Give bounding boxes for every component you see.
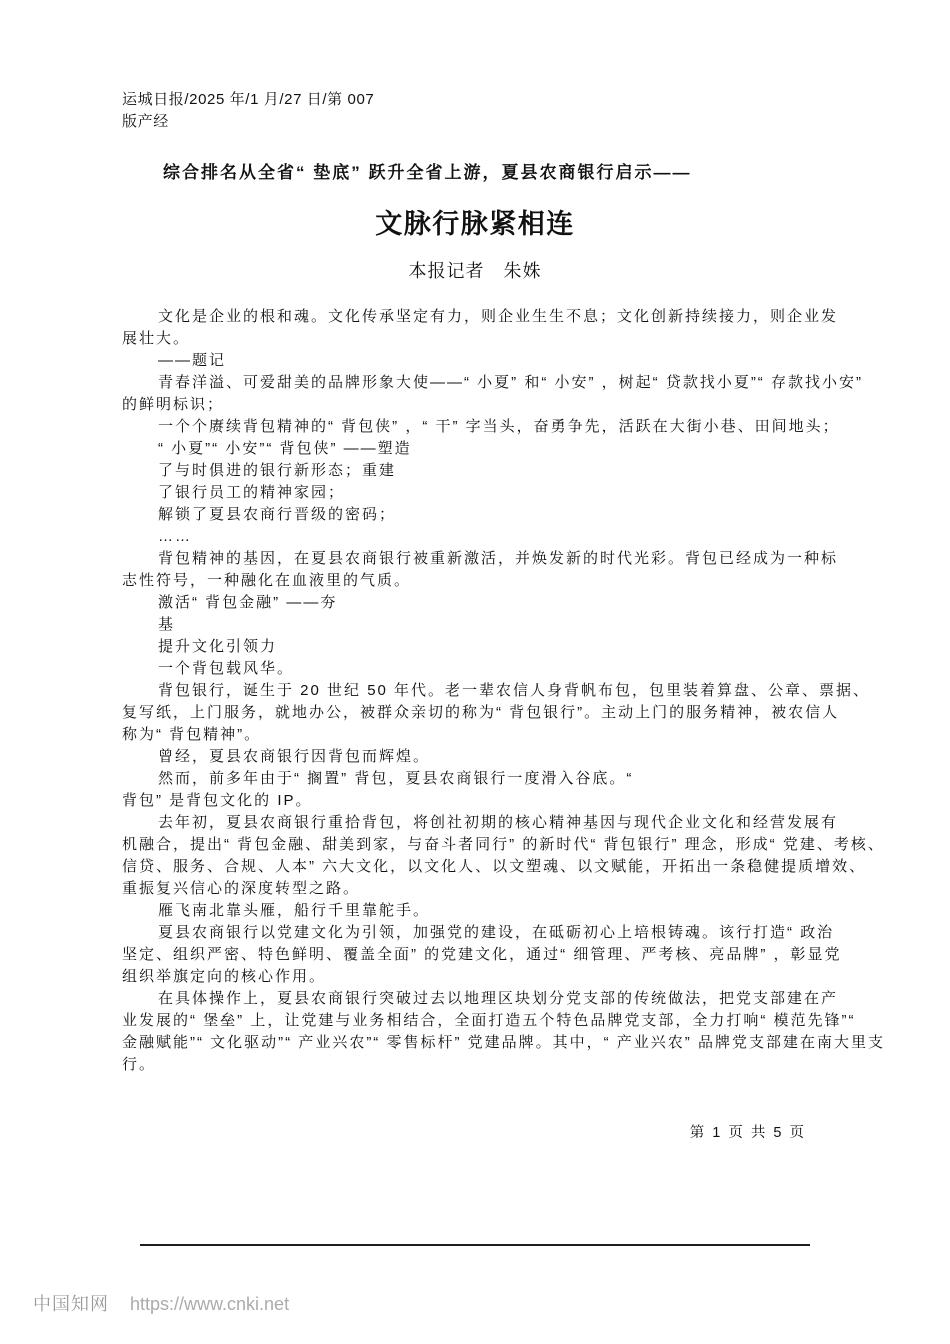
article-line: 的鲜明标识； — [122, 396, 225, 413]
cnki-watermark — [33, 1290, 289, 1316]
article-body — [122, 306, 892, 1076]
article-line: …… — [158, 528, 192, 545]
source-header-line1: 运城日报/2025 年/1 月/27 日/第 007 — [122, 91, 375, 108]
article-line: 称为“ 背包精神”。 — [122, 726, 262, 743]
article-line: 一个个赓续背包精神的“ 背包侠” ，“ 干” 字当头，奋勇争先，活跃在大街小巷、田间地头； — [158, 418, 840, 435]
article-line: 提升文化引领力 — [158, 638, 278, 655]
article-line: 去年初，夏县农商银行重拾背包，将创社初期的核心精神基因与现代企业文化和经营发展有 — [158, 814, 839, 831]
article-line: 重振复兴信心的深度转型之路。 — [122, 880, 361, 897]
article-line: 雁飞南北靠头雁，船行千里靠舵手。 — [158, 902, 431, 919]
article-line: 了银行员工的精神家园； — [158, 484, 346, 501]
article-line: 机融合，提出“ 背包金融、甜美到家，与奋斗者同行” 的新时代“ 背包银行” 理念，形成“ 党建、考核、 — [122, 836, 885, 853]
article-line: ——题记 — [158, 352, 227, 369]
article-line: 曾经，夏县农商银行因背包而辉煌。 — [158, 748, 431, 765]
article-line: 业发展的“ 堡垒” 上，让党建与业务相结合，全面打造五个特色品牌党支部，全力打响“ 模范先锋”“ — [122, 1012, 856, 1029]
footer-divider — [140, 1244, 810, 1246]
article-line: 文化是企业的根和魂。文化传承坚定有力，则企业生生不息；文化创新持续接力，则企业发 — [158, 308, 839, 325]
page-indicator: 第 1 页 共 5 页 — [689, 1125, 806, 1141]
article-line: 行。 — [122, 1056, 157, 1073]
article-line: 然而，前多年由于“ 搁置” 背包，夏县农商银行一度滑入谷底。“ — [158, 770, 634, 787]
article-title: 文脉行脉紧相连 — [375, 209, 575, 239]
article-line: 了与时俱进的银行新形态；重建 — [158, 462, 397, 479]
article-line: 夏县农商银行以党建文化为引领，加强党的建设，在砥砺初心上培根铸魂。该行打造“ 政治 — [158, 924, 835, 941]
source-header — [122, 89, 374, 133]
article-line: 在具体操作上，夏县农商银行突破过去以地理区块划分党支部的传统做法，把党支部建在产 — [158, 990, 839, 1007]
cnki-url: https://www.cnki.net — [130, 1294, 290, 1314]
article-line: 背包精神的基因，在夏县农商银行被重新激活，并焕发新的时代光彩。背包已经成为一种标 — [158, 550, 839, 567]
article-line: 背包银行，诞生于 20 世纪 50 年代。老一辈农信人身背帆布包，包里装着算盘、公章、票据、 — [158, 682, 871, 699]
article-line: 复写纸，上门服务，就地办公，被群众亲切的称为“ 背包银行”。主动上门的服务精神，被农信人 — [122, 704, 840, 721]
article-line: 组织举旗定向的核心作用。 — [122, 968, 327, 985]
article-line: 一个背包载风华。 — [158, 660, 295, 677]
article-line: “ 小夏”“ 小安”“ 背包侠” ——塑造 — [158, 440, 412, 457]
cnki-logo-text: 中国知网 — [33, 1294, 109, 1314]
article-line: 青春洋溢、可爱甜美的品牌形象大使——“ 小夏” 和“ 小安” ，树起“ 贷款找小夏”“ 存款找小安” — [158, 374, 863, 391]
article-line: 解锁了夏县农商行晋级的密码； — [158, 506, 397, 523]
article-line: 展壮大。 — [122, 330, 191, 347]
article-line: 志性符号，一种融化在血液里的气质。 — [122, 572, 412, 589]
article-kicker: 综合排名从全省“ 垫底” 跃升全省上游，夏县农商银行启示—— — [163, 163, 692, 182]
article-line: 坚定、组织严密、特色鲜明、覆盖全面” 的党建文化，通过“ 细管理、严考核、亮品牌” ，彰显党 — [122, 946, 842, 963]
article-line: 金融赋能”“ 文化驱动”“ 产业兴农”“ 零售标杆” 党建品牌。其中，“ 产业兴农” 品牌党支部建在南大里支 — [122, 1034, 885, 1051]
article-byline: 本报记者 朱姝 — [408, 261, 542, 281]
article-line: 激活“ 背包金融” ——夯 — [158, 594, 338, 611]
article-line: 基 — [158, 616, 176, 633]
article-line: 信贷、服务、合规、人本” 六大文化，以文化人、以文塑魂、以文赋能，开拓出一条稳健提质增效、 — [122, 858, 867, 875]
source-header-line2: 版产经 — [122, 113, 169, 130]
article-line: 背包” 是背包文化的 IP。 — [122, 792, 313, 809]
